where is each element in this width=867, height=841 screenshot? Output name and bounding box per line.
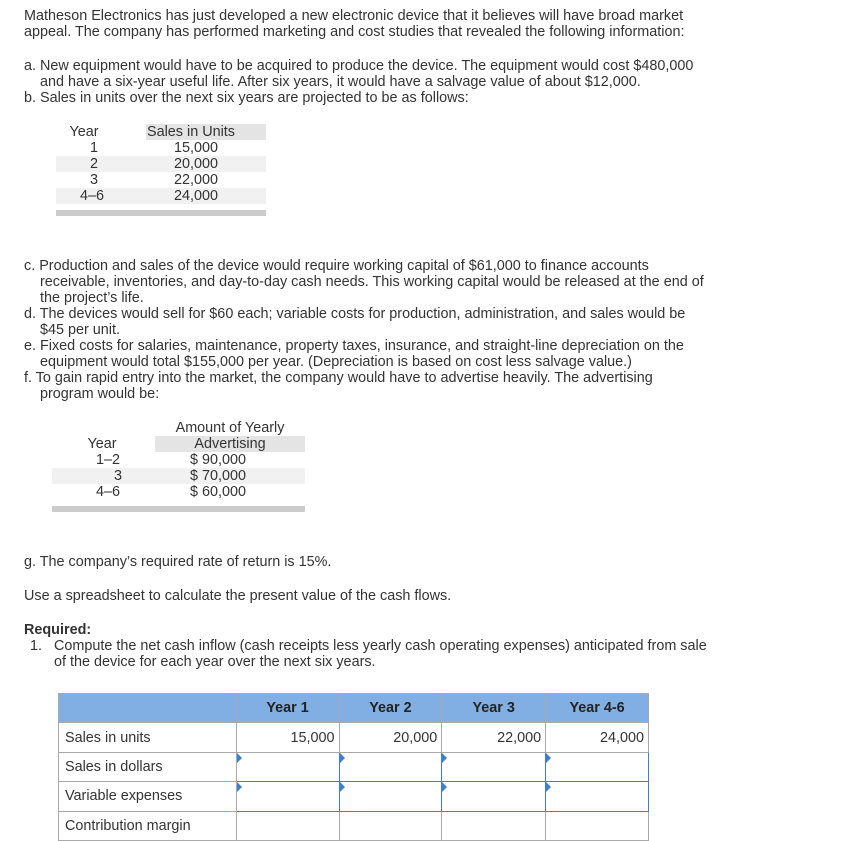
item-f-line-1: f. To gain rapid entry into the market, the company would have to advertise heavily. The advertising (24, 370, 653, 386)
item-d-line-1: d. The devices would sell for $60 each; variable costs for production, administration, and sales would be (24, 306, 686, 322)
item-b: b. Sales in units over the next six years are projected to be as follows: (24, 90, 469, 106)
item-a-line-2: and have a six-year useful life. After six years, it would have a salvage value of about $12,000. (40, 74, 641, 90)
sales-units-year-4-6: 24,000 (546, 723, 649, 752)
sales-table-header-units: Sales in Units (147, 124, 235, 140)
adv-year: 3 (113, 468, 122, 484)
column-header-year-4-6: Year 4-6 (546, 694, 649, 723)
variable-expenses-year-1-input[interactable] (236, 782, 339, 811)
sales-units-year-3: 22,000 (442, 723, 546, 752)
contribution-margin-year-1 (236, 811, 339, 840)
required-line-2: of the device for each year over the next six years. (54, 654, 376, 670)
adv-header-amount: Amount of Yearly (175, 420, 285, 436)
sales-dollars-year-3-input[interactable] (442, 752, 546, 781)
adv-year: 1–2 (95, 452, 120, 468)
item-f-line-2: program would be: (40, 386, 160, 402)
sales-dollars-year-4-6-input[interactable] (546, 752, 649, 781)
item-c-line-2: receivable, inventories, and day-to-day cash needs. This working capital would be released at the end of (40, 274, 704, 290)
sales-year: 2 (89, 156, 98, 172)
item-c-line-3: the project’s life. (40, 290, 144, 306)
sales-units: 20,000 (173, 156, 218, 172)
adv-amount: $ 90,000 (190, 452, 247, 468)
sales-units: 24,000 (173, 188, 218, 204)
sales-dollars-year-2-input[interactable] (339, 752, 442, 781)
row-sales-in-dollars (59, 752, 649, 781)
row-label-variable-expenses: Variable expenses (59, 782, 237, 811)
column-header-year-1: Year 1 (236, 694, 339, 723)
row-label-sales-in-dollars: Sales in dollars (59, 752, 237, 781)
column-header-year-3: Year 3 (442, 694, 546, 723)
sales-dollars-year-1-input[interactable] (236, 752, 339, 781)
column-header-year-2: Year 2 (339, 694, 442, 723)
row-variable-expenses (59, 782, 649, 811)
variable-expenses-year-3-input[interactable] (442, 782, 546, 811)
adv-amount: $ 60,000 (190, 484, 247, 500)
adv-row-shade (52, 468, 305, 484)
row-label-sales-in-units: Sales in units (59, 723, 237, 752)
adv-year: 4–6 (95, 484, 120, 500)
sales-year: 4–6 (79, 188, 104, 204)
sales-year: 1 (89, 140, 98, 156)
adv-table-bottom-bar (52, 506, 305, 512)
row-label-contribution-margin: Contribution margin (59, 811, 237, 840)
variable-expenses-year-2-input[interactable] (339, 782, 442, 811)
item-d-line-2: $45 per unit. (40, 322, 121, 338)
row-sales-in-units (59, 723, 649, 752)
adv-header-year: Year (87, 436, 117, 452)
adv-amount: $ 70,000 (190, 468, 247, 484)
contribution-margin-year-4-6 (546, 811, 649, 840)
answer-table (58, 693, 649, 841)
required-title: Required: (24, 622, 92, 638)
sales-table-bottom-bar (56, 210, 266, 216)
intro-line-2: appeal. The company has performed marketing and cost studies that revealed the following information: (24, 24, 685, 40)
contribution-margin-year-3 (442, 811, 546, 840)
answer-table-corner (59, 694, 237, 723)
sales-units-year-1: 15,000 (236, 723, 339, 752)
sales-table-header-year: Year (69, 124, 99, 140)
instruction-text: Use a spreadsheet to calculate the present value of the cash flows. (24, 588, 452, 604)
sales-units-year-2: 20,000 (339, 723, 442, 752)
item-a-line-1: a. New equipment would have to be acquired to produce the device. The equipment would cost $480,000 (24, 58, 694, 74)
sales-year: 3 (89, 172, 98, 188)
required-line-1: Compute the net cash inflow (cash receipts less yearly cash operating expenses) anticipated from sale (54, 638, 707, 654)
item-e-line-1: e. Fixed costs for salaries, maintenance, property taxes, insurance, and straight-line depreciation on the (24, 338, 684, 354)
item-e-line-2: equipment would total $155,000 per year. (Depreciation is based on cost less salvage value.) (40, 354, 632, 370)
sales-units: 15,000 (173, 140, 218, 156)
item-c-line-1: c. Production and sales of the device would require working capital of $61,000 to finance accounts (24, 258, 649, 274)
adv-header-advertising: Advertising (194, 436, 266, 452)
item-g: g. The company’s required rate of return is 15%. (24, 554, 332, 570)
row-contribution-margin (59, 811, 649, 840)
sales-units: 22,000 (173, 172, 218, 188)
required-number: 1. (30, 638, 43, 654)
variable-expenses-year-4-6-input[interactable] (546, 782, 649, 811)
intro-line-1: Matheson Electronics has just developed a new electronic device that it believes will have broad market (24, 8, 684, 24)
contribution-margin-year-2 (339, 811, 442, 840)
answer-table-header-row (59, 694, 649, 723)
